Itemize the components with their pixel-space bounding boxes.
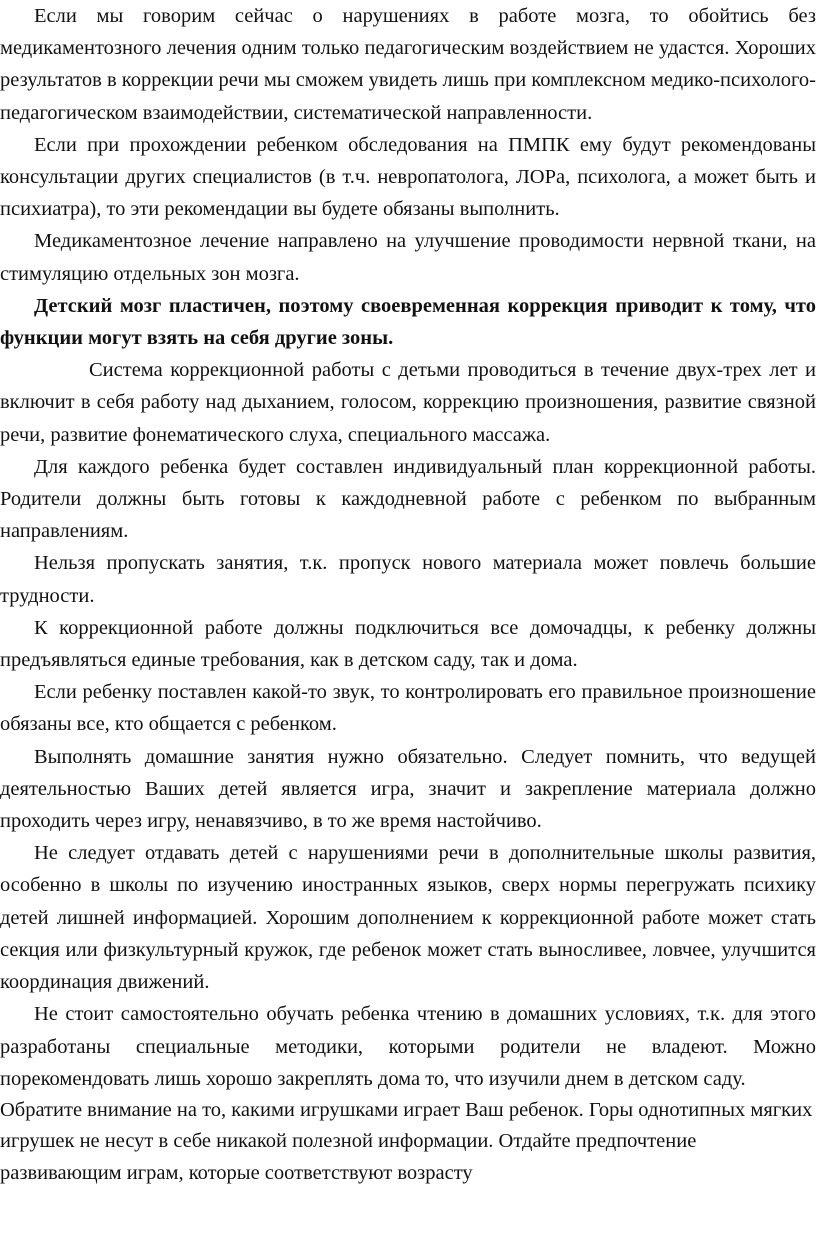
paragraph-medication: Медикаментозное лечение направлено на улучшение проводимости нервной ткани, на стимуляцию отдельных зон мозга.	[0, 230, 816, 285]
paragraph-family-involvement: К коррекционной работе должны подключиться все домочадцы, к ребенку должны предъявляться единые требования, как в детском саду, так и дома.	[0, 616, 816, 672]
paragraph-toys: Обратите внимание на то, какими игрушками играет Ваш ребенок. Горы однотипных мягких игрушек не несут в себе никакой полезной информации. Отдайте предпочтение развивающим играм, которые соответствуют возрасту	[0, 1098, 813, 1184]
paragraph-no-missing-lessons: Нельзя пропускать занятия, т.к. пропуск нового материала может повлечь большие трудности.	[0, 552, 816, 607]
paragraph-sound-control: Если ребенку поставлен какой-то звук, то контролировать его правильное произношение обязаны все, кто общается с ребенком.	[0, 681, 816, 736]
paragraph-correction-system: Система коррекционной работы с детьми проводиться в течение двух-трех лет и включит в себя работу над дыханием, голосом, коррекцию произношения, развитие связной речи, развитие фонематического слуха, специального массажа.	[0, 359, 816, 446]
paragraph-brain-plasticity: Детский мозг пластичен, поэтому своевременная коррекция приводит к тому, что функции могут взять на себя другие зоны.	[0, 294, 816, 350]
paragraph-reading-at-home: Не стоит самостоятельно обучать ребенка чтению в домашних условиях, т.к. для этого разработаны специальные методики, которыми родители не владеют. Можно порекомендовать лишь хорошо закреплять дома то, что изучили днем в детском саду.	[0, 1003, 816, 1090]
paragraph-individual-plan: Для каждого ребенка будет составлен индивидуальный план коррекционной работы. Родители должны быть готовы к каждодневной работе с ребенком по выбранным направлениям.	[0, 455, 816, 543]
paragraph-pmpk-recommendations: Если при прохождении ребенком обследования на ПМПК ему будут рекомендованы консультации других специалистов (в т.ч. невропатолога, ЛОРа, психолога, а может быть и психиатра), то эти рекомендации вы будете обязаны выполнить.	[0, 133, 816, 221]
paragraph-home-exercises: Выполнять домашние занятия нужно обязательно. Следует помнить, что ведущей деятельностью Ваших детей является игра, значит и закрепление материала должно проходить через игру, ненавязчиво, в то же время настойчиво.	[0, 745, 816, 833]
paragraph-extra-schools: Не следует отдавать детей с нарушениями речи в дополнительные школы развития, особенно в школы по изучению иностранных языков, сверх нормы перегружать психику детей лишней информацией. Хорошим дополнением к коррекционной работе может стать секция или физкультурный кружок, где ребенок может стать выносливее, ловчее, улучшится координация движений.	[0, 842, 816, 994]
paragraph-brain-disorders: Если мы говорим сейчас о нарушениях в работе мозга, то обойтись без медикаментозного лечения одним только педагогическим воздействием не удастся. Хороших результатов в коррекции речи мы сможем увидеть лишь при комплексном медико-психолого-педагогическом взаимодействии, систематической направленности.	[0, 5, 816, 124]
